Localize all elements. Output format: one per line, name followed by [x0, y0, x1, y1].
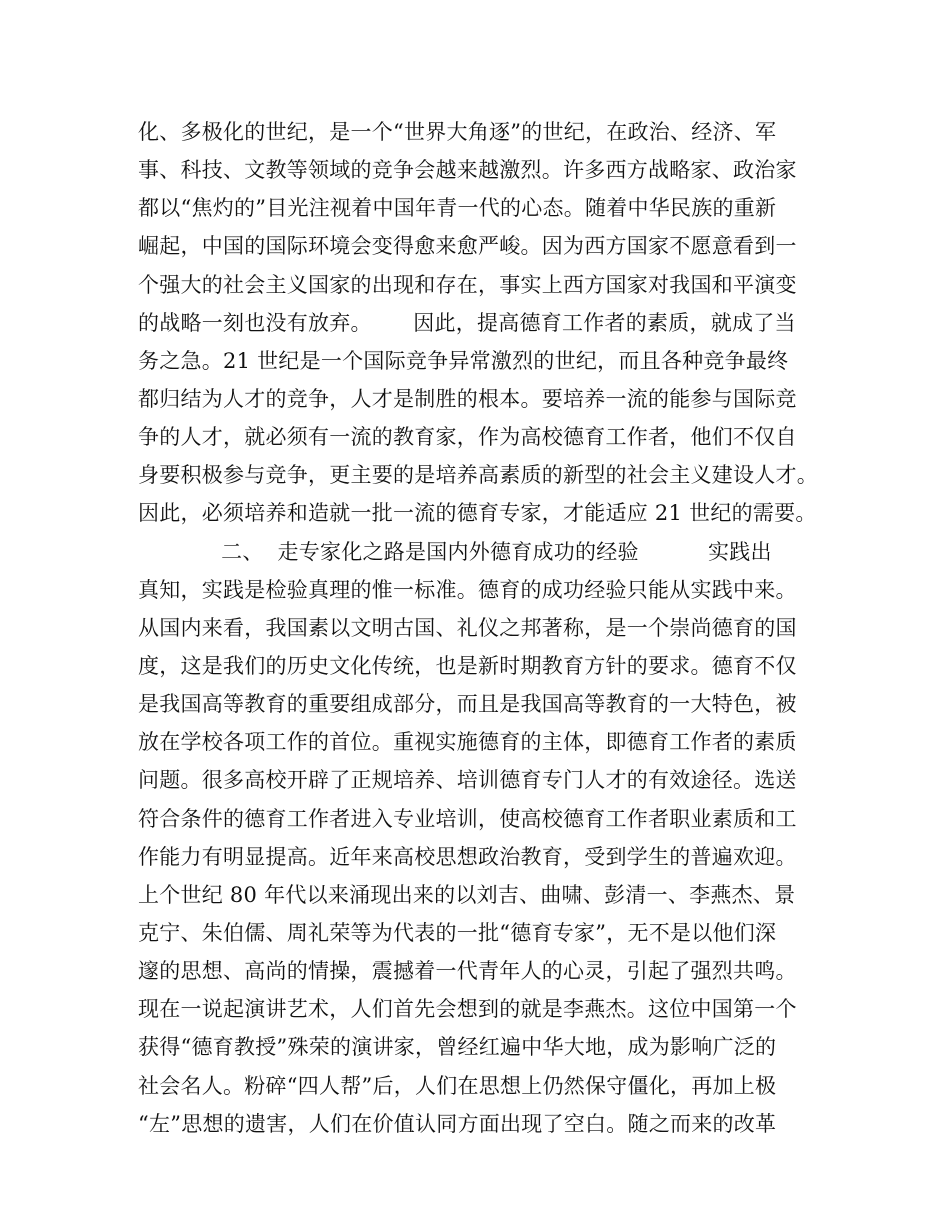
text-line: 化、多极化的世纪，是一个“世界大角逐”的世纪，在政治、经济、军	[138, 120, 777, 144]
text-line: 务之急。21 世纪是一个国际竞争异常激烈的世纪，而且各种竞争最终	[138, 348, 789, 373]
text-line: 真知，实践是检验真理的惟一标准。德育的成功经验只能从实践中来。	[138, 577, 797, 602]
text-line: 获得“德育教授”殊荣的演讲家，曾经红遍中华大地，成为影响广泛的	[138, 1035, 777, 1060]
body-text	[138, 113, 828, 1143]
text-line: 崛起，中国的国际环境会变得愈来愈严峻。因为西方国家不愿意看到一	[138, 234, 797, 259]
text-line: 克宁、朱伯儒、周礼荣等为代表的一批“德育专家”，无不是以他们深	[138, 920, 777, 945]
text-line: 符合条件的德育工作者进入专业培训，使高校德育工作者职业素质和工	[138, 806, 797, 831]
text-line: 个强大的社会主义国家的出现和存在，事实上西方国家对我国和平演变	[138, 272, 797, 297]
text-line: 因此，必须培养和造就一批一流的德育专家，才能适应 21 世纪的需要。	[138, 501, 817, 526]
text-line: 身要积极参与竞争，更主要的是培养高素质的新型的社会主义建设人才。	[138, 463, 818, 488]
section-heading-line: 二、 走专家化之路是国内外德育成功的经验 实践出	[138, 539, 772, 564]
text-line: 上个世纪 80 年代以来涌现出来的以刘吉、曲啸、彭清一、李燕杰、景	[138, 882, 796, 907]
text-line: 从国内来看，我国素以文明古国、礼仪之邦著称，是一个崇尚德育的国	[138, 615, 797, 640]
text-line: 放在学校各项工作的首位。重视实施德育的主体，即德育工作者的素质	[138, 730, 797, 755]
text-line: 作能力有明显提高。近年来高校思想政治教育，受到学生的普遍欢迎。	[138, 844, 797, 869]
text-line: 事、科技、文教等领域的竞争会越来越激烈。许多西方战略家、政治家	[138, 158, 797, 183]
text-line: 都以“焦灼的”目光注视着中国年青一代的心态。随着中华民族的重新	[138, 196, 777, 221]
text-line: 度，这是我们的历史文化传统，也是新时期教育方针的要求。德育不仅	[138, 653, 797, 678]
text-line: 都归结为人才的竞争，人才是制胜的根本。要培养一流的能参与国际竞	[138, 386, 797, 411]
text-line: 邃的思想、高尚的情操，震撼着一代青年人的心灵，引起了强烈共鸣。	[138, 959, 797, 984]
text-line: 是我国高等教育的重要组成部分，而且是我国高等教育的一大特色，被	[138, 692, 797, 717]
text-line: “左”思想的遗害，人们在价值认同方面出现了空白。随之而来的改革	[138, 1111, 777, 1136]
text-line: 社会名人。粉碎“四人帮”后，人们在思想上仍然保守僵化，再加上极	[138, 1073, 777, 1098]
text-line: 争的人才，就必须有一流的教育家，作为高校德育工作者，他们不仅自	[138, 425, 797, 450]
text-line: 的战略一刻也没有放弃。 因此，提高德育工作者的素质，就成了当	[138, 310, 796, 335]
text-line: 问题。很多高校开辟了正规培养、培训德育专门人才的有效途径。选送	[138, 768, 797, 793]
text-line: 现在一说起演讲艺术，人们首先会想到的就是李燕杰。这位中国第一个	[138, 997, 797, 1022]
